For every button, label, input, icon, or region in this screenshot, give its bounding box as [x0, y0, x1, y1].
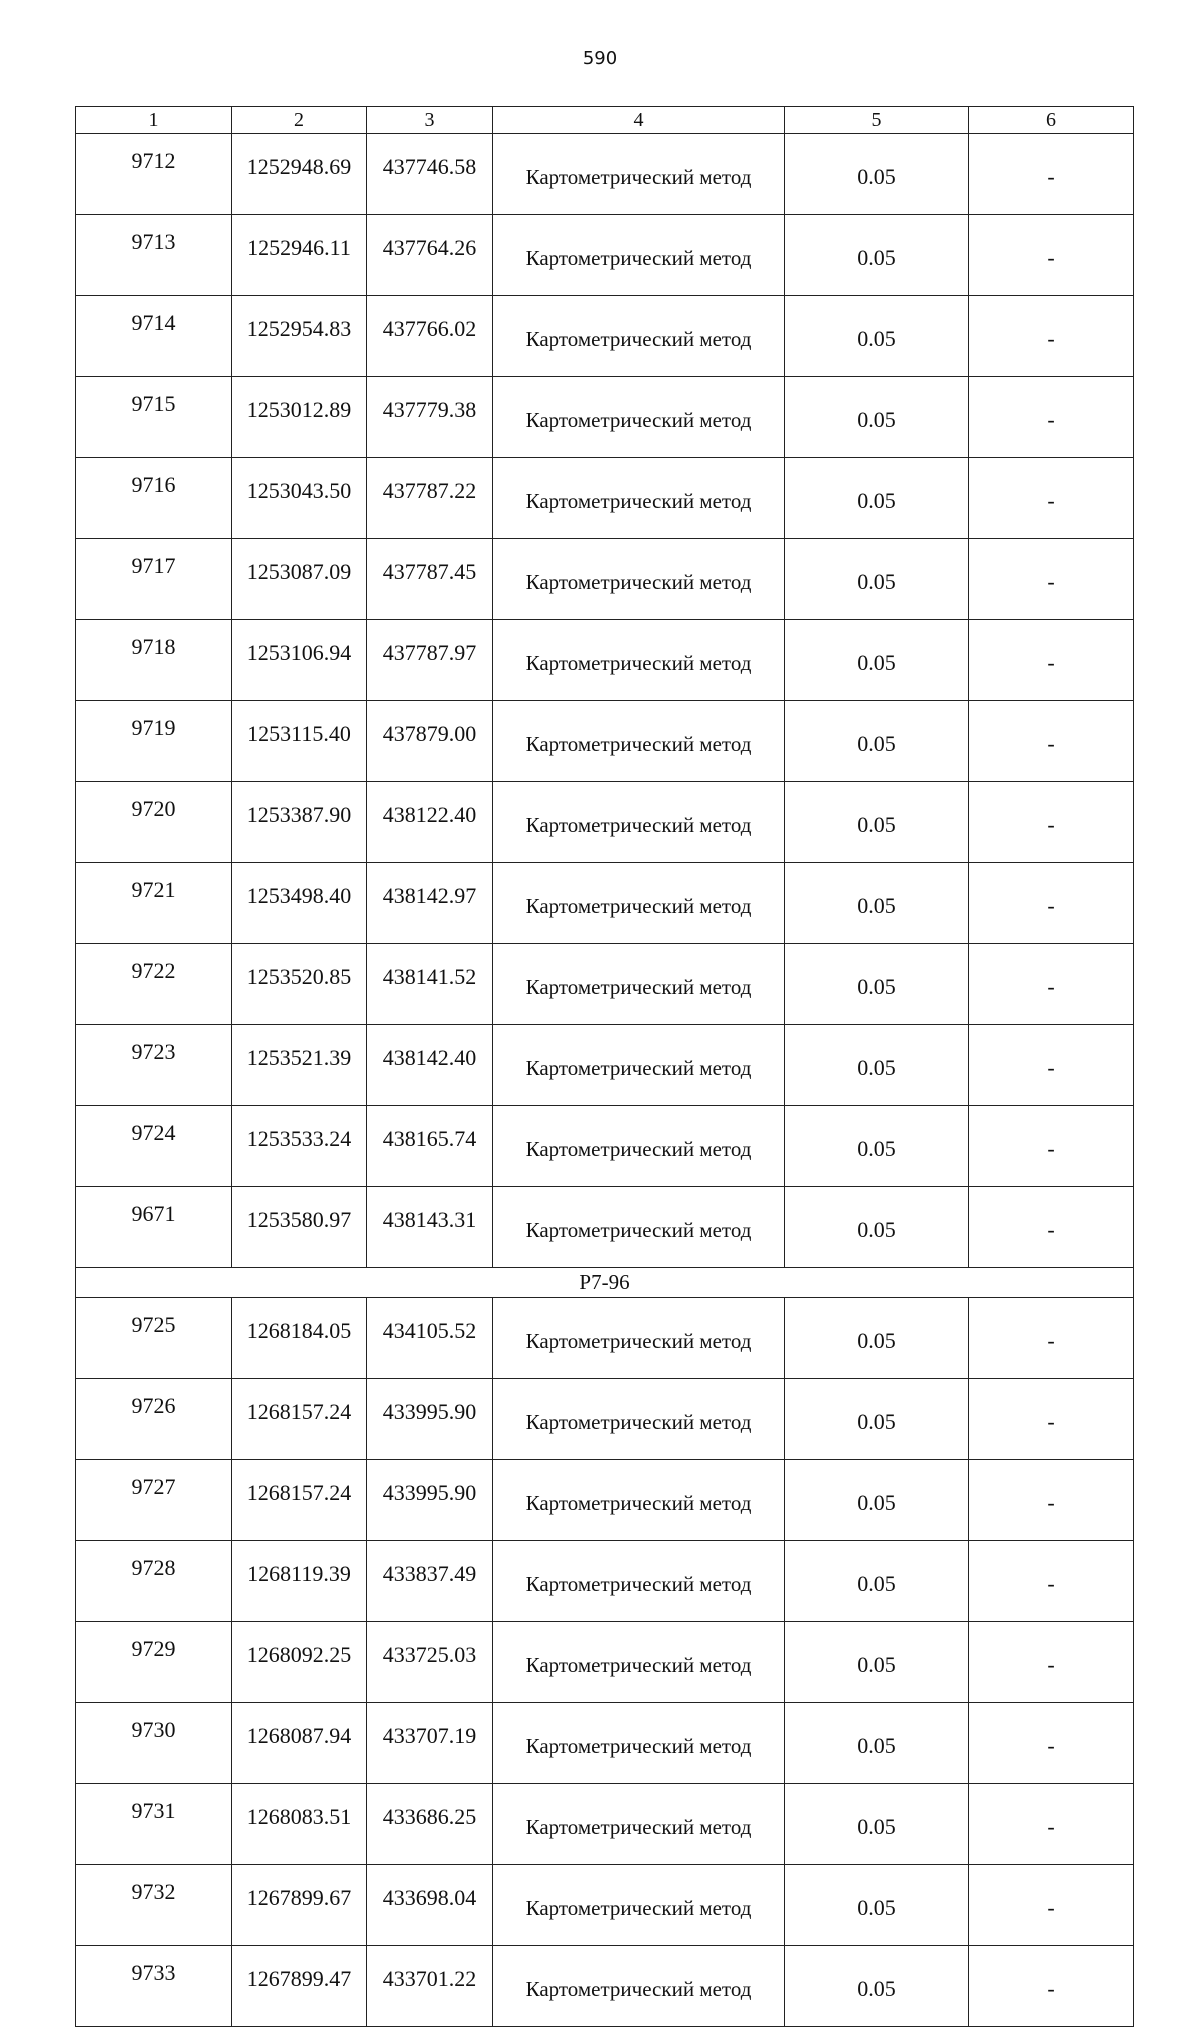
column-header-1: 1: [76, 107, 232, 134]
column-number-row: [76, 107, 1134, 134]
x-coordinate-cell: 1268157.24: [232, 1379, 367, 1460]
x-coordinate-cell: 1252954.83: [232, 296, 367, 377]
y-coordinate-cell: 437787.45: [367, 539, 493, 620]
section-label: Р7-96: [76, 1268, 1134, 1298]
point-number-cell: 9731: [76, 1784, 232, 1865]
note-cell: -: [969, 1784, 1134, 1865]
note-cell: -: [969, 701, 1134, 782]
method-cell: Картометрический метод: [493, 296, 785, 377]
method-cell: Картометрический метод: [493, 1379, 785, 1460]
table-row: [76, 1298, 1134, 1379]
x-coordinate-cell: 1268184.05: [232, 1298, 367, 1379]
accuracy-cell: 0.05: [785, 1187, 969, 1268]
accuracy-cell: 0.05: [785, 1865, 969, 1946]
note-cell: -: [969, 1298, 1134, 1379]
y-coordinate-cell: 437746.58: [367, 134, 493, 215]
y-coordinate-cell: 437787.22: [367, 458, 493, 539]
method-cell: Картометрический метод: [493, 539, 785, 620]
accuracy-cell: 0.05: [785, 1622, 969, 1703]
note-cell: -: [969, 1541, 1134, 1622]
y-coordinate-cell: 437764.26: [367, 215, 493, 296]
accuracy-cell: 0.05: [785, 701, 969, 782]
x-coordinate-cell: 1252948.69: [232, 134, 367, 215]
accuracy-cell: 0.05: [785, 1025, 969, 1106]
point-number-cell: 9716: [76, 458, 232, 539]
point-number-cell: 9726: [76, 1379, 232, 1460]
y-coordinate-cell: 433686.25: [367, 1784, 493, 1865]
accuracy-cell: 0.05: [785, 782, 969, 863]
accuracy-cell: 0.05: [785, 1541, 969, 1622]
table-row: [76, 1025, 1134, 1106]
note-cell: -: [969, 296, 1134, 377]
table-header: [76, 107, 1134, 134]
point-number-cell: 9671: [76, 1187, 232, 1268]
accuracy-cell: 0.05: [785, 620, 969, 701]
accuracy-cell: 0.05: [785, 134, 969, 215]
note-cell: -: [969, 1025, 1134, 1106]
note-cell: -: [969, 944, 1134, 1025]
table-row: [76, 134, 1134, 215]
y-coordinate-cell: 437787.97: [367, 620, 493, 701]
method-cell: Картометрический метод: [493, 863, 785, 944]
accuracy-cell: 0.05: [785, 215, 969, 296]
page-number: 590: [582, 48, 618, 69]
column-header-5: 5: [785, 107, 969, 134]
x-coordinate-cell: 1253520.85: [232, 944, 367, 1025]
point-number-cell: 9728: [76, 1541, 232, 1622]
table-row: [76, 1541, 1134, 1622]
table-row: [76, 215, 1134, 296]
table-row: [76, 701, 1134, 782]
y-coordinate-cell: 438165.74: [367, 1106, 493, 1187]
table-row: [76, 620, 1134, 701]
point-number-cell: 9730: [76, 1703, 232, 1784]
note-cell: -: [969, 782, 1134, 863]
point-number-cell: 9722: [76, 944, 232, 1025]
x-coordinate-cell: 1267899.47: [232, 1946, 367, 2027]
x-coordinate-cell: 1252946.11: [232, 215, 367, 296]
point-number-cell: 9720: [76, 782, 232, 863]
method-cell: Картометрический метод: [493, 1025, 785, 1106]
note-cell: -: [969, 1106, 1134, 1187]
point-number-cell: 9721: [76, 863, 232, 944]
y-coordinate-cell: 437779.38: [367, 377, 493, 458]
note-cell: -: [969, 1460, 1134, 1541]
method-cell: Картометрический метод: [493, 1622, 785, 1703]
accuracy-cell: 0.05: [785, 296, 969, 377]
y-coordinate-cell: 437766.02: [367, 296, 493, 377]
table-row: [76, 1622, 1134, 1703]
x-coordinate-cell: 1268157.24: [232, 1460, 367, 1541]
x-coordinate-cell: 1253043.50: [232, 458, 367, 539]
y-coordinate-cell: 438142.40: [367, 1025, 493, 1106]
table-row: [76, 458, 1134, 539]
y-coordinate-cell: 438142.97: [367, 863, 493, 944]
point-number-cell: 9719: [76, 701, 232, 782]
accuracy-cell: 0.05: [785, 1784, 969, 1865]
point-number-cell: 9717: [76, 539, 232, 620]
point-number-cell: 9729: [76, 1622, 232, 1703]
column-header-3: 3: [367, 107, 493, 134]
point-number-cell: 9724: [76, 1106, 232, 1187]
table-row: [76, 539, 1134, 620]
table-row: [76, 1865, 1134, 1946]
method-cell: Картометрический метод: [493, 620, 785, 701]
y-coordinate-cell: 437879.00: [367, 701, 493, 782]
y-coordinate-cell: 433837.49: [367, 1541, 493, 1622]
note-cell: -: [969, 1703, 1134, 1784]
y-coordinate-cell: 438143.31: [367, 1187, 493, 1268]
method-cell: Картометрический метод: [493, 1541, 785, 1622]
table-row: [76, 1379, 1134, 1460]
table-row: [76, 1703, 1134, 1784]
table-row: [76, 1106, 1134, 1187]
table-body: [76, 134, 1134, 2027]
y-coordinate-cell: 434105.52: [367, 1298, 493, 1379]
note-cell: -: [969, 1946, 1134, 2027]
x-coordinate-cell: 1267899.67: [232, 1865, 367, 1946]
method-cell: Картометрический метод: [493, 1298, 785, 1379]
note-cell: -: [969, 1622, 1134, 1703]
accuracy-cell: 0.05: [785, 1106, 969, 1187]
table-row: [76, 782, 1134, 863]
accuracy-cell: 0.05: [785, 539, 969, 620]
method-cell: Картометрический метод: [493, 944, 785, 1025]
x-coordinate-cell: 1253012.89: [232, 377, 367, 458]
column-header-4: 4: [493, 107, 785, 134]
coordinates-table: [75, 106, 1134, 2027]
y-coordinate-cell: 433701.22: [367, 1946, 493, 2027]
note-cell: -: [969, 1865, 1134, 1946]
accuracy-cell: 0.05: [785, 1379, 969, 1460]
method-cell: Картометрический метод: [493, 1865, 785, 1946]
point-number-cell: 9723: [76, 1025, 232, 1106]
x-coordinate-cell: 1253106.94: [232, 620, 367, 701]
accuracy-cell: 0.05: [785, 1460, 969, 1541]
x-coordinate-cell: 1253115.40: [232, 701, 367, 782]
point-number-cell: 9727: [76, 1460, 232, 1541]
table-row: [76, 944, 1134, 1025]
note-cell: -: [969, 1379, 1134, 1460]
method-cell: Картометрический метод: [493, 215, 785, 296]
x-coordinate-cell: 1268083.51: [232, 1784, 367, 1865]
accuracy-cell: 0.05: [785, 1946, 969, 2027]
note-cell: -: [969, 215, 1134, 296]
method-cell: Картометрический метод: [493, 134, 785, 215]
table-row: [76, 1946, 1134, 2027]
x-coordinate-cell: 1253521.39: [232, 1025, 367, 1106]
x-coordinate-cell: 1253387.90: [232, 782, 367, 863]
method-cell: Картометрический метод: [493, 701, 785, 782]
y-coordinate-cell: 433725.03: [367, 1622, 493, 1703]
note-cell: -: [969, 620, 1134, 701]
x-coordinate-cell: 1253533.24: [232, 1106, 367, 1187]
point-number-cell: 9725: [76, 1298, 232, 1379]
table-row: [76, 296, 1134, 377]
note-cell: -: [969, 458, 1134, 539]
y-coordinate-cell: 433707.19: [367, 1703, 493, 1784]
point-number-cell: 9713: [76, 215, 232, 296]
method-cell: Картометрический метод: [493, 1460, 785, 1541]
table-row: [76, 1460, 1134, 1541]
note-cell: -: [969, 863, 1134, 944]
table-row: [76, 863, 1134, 944]
x-coordinate-cell: 1253087.09: [232, 539, 367, 620]
y-coordinate-cell: 433698.04: [367, 1865, 493, 1946]
method-cell: Картометрический метод: [493, 1703, 785, 1784]
column-header-2: 2: [232, 107, 367, 134]
point-number-cell: 9715: [76, 377, 232, 458]
point-number-cell: 9732: [76, 1865, 232, 1946]
method-cell: Картометрический метод: [493, 782, 785, 863]
method-cell: Картометрический метод: [493, 1784, 785, 1865]
y-coordinate-cell: 438122.40: [367, 782, 493, 863]
table-row: [76, 1187, 1134, 1268]
note-cell: -: [969, 134, 1134, 215]
note-cell: -: [969, 377, 1134, 458]
accuracy-cell: 0.05: [785, 1703, 969, 1784]
point-number-cell: 9712: [76, 134, 232, 215]
x-coordinate-cell: 1268119.39: [232, 1541, 367, 1622]
y-coordinate-cell: 433995.90: [367, 1460, 493, 1541]
point-number-cell: 9714: [76, 296, 232, 377]
accuracy-cell: 0.05: [785, 944, 969, 1025]
note-cell: -: [969, 1187, 1134, 1268]
column-header-6: 6: [969, 107, 1134, 134]
method-cell: Картометрический метод: [493, 1106, 785, 1187]
method-cell: Картометрический метод: [493, 377, 785, 458]
section-header-row: [76, 1268, 1134, 1298]
method-cell: Картометрический метод: [493, 1946, 785, 2027]
y-coordinate-cell: 438141.52: [367, 944, 493, 1025]
accuracy-cell: 0.05: [785, 377, 969, 458]
method-cell: Картометрический метод: [493, 1187, 785, 1268]
accuracy-cell: 0.05: [785, 1298, 969, 1379]
point-number-cell: 9718: [76, 620, 232, 701]
x-coordinate-cell: 1253498.40: [232, 863, 367, 944]
x-coordinate-cell: 1253580.97: [232, 1187, 367, 1268]
x-coordinate-cell: 1268092.25: [232, 1622, 367, 1703]
accuracy-cell: 0.05: [785, 458, 969, 539]
x-coordinate-cell: 1268087.94: [232, 1703, 367, 1784]
note-cell: -: [969, 539, 1134, 620]
accuracy-cell: 0.05: [785, 863, 969, 944]
table-row: [76, 1784, 1134, 1865]
table-row: [76, 377, 1134, 458]
y-coordinate-cell: 433995.90: [367, 1379, 493, 1460]
method-cell: Картометрический метод: [493, 458, 785, 539]
point-number-cell: 9733: [76, 1946, 232, 2027]
